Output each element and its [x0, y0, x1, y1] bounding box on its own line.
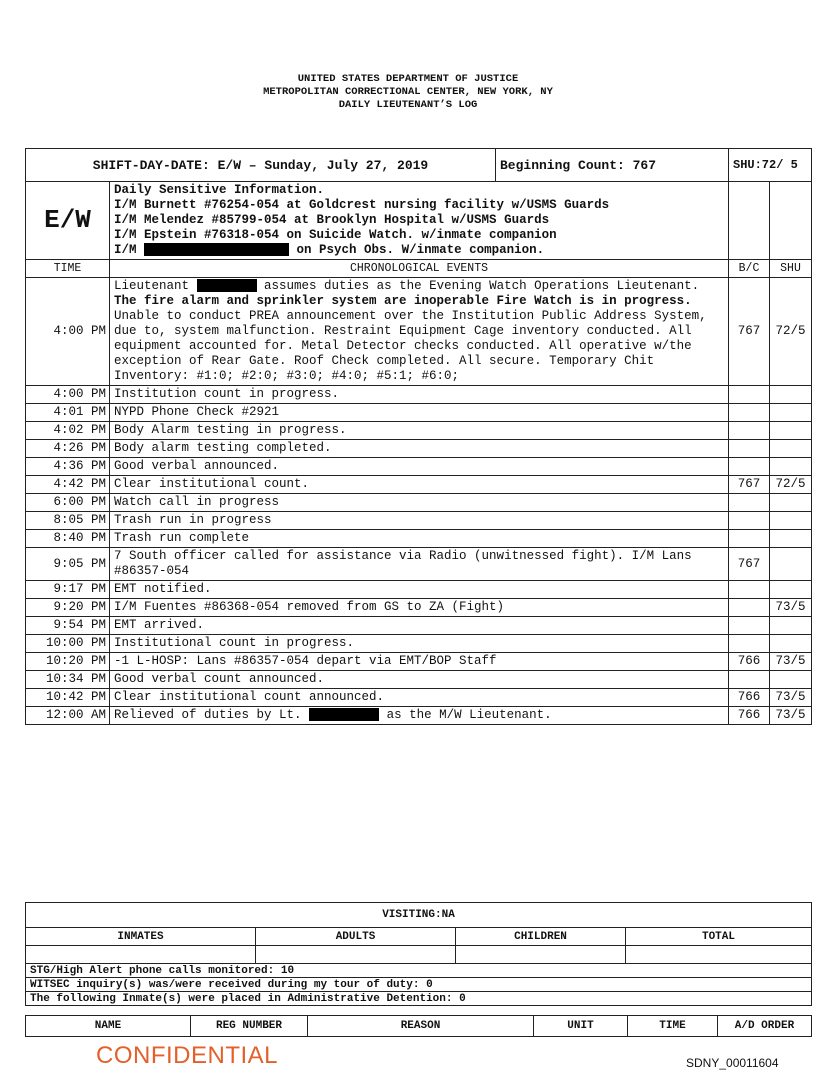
entry-bc	[729, 440, 770, 458]
shift-row	[26, 149, 812, 182]
log-entry	[26, 512, 812, 530]
entry-event: EMT notified.	[110, 581, 729, 599]
header-facility: METROPOLITAN CORRECTIONAL CENTER, NEW YORK, NY	[263, 86, 553, 98]
entry-time: 4:00 PM	[26, 386, 110, 404]
detention-unit-header: UNIT	[534, 1016, 628, 1037]
entry-time: 4:36 PM	[26, 458, 110, 476]
log-entry	[26, 671, 812, 689]
entry-time: 6:00 PM	[26, 494, 110, 512]
log-entry	[26, 530, 812, 548]
entry-event: Relieved of duties by Lt. as the M/W Lieutenant.	[110, 707, 729, 725]
log-entry	[26, 476, 812, 494]
log-entry	[26, 440, 812, 458]
entry-shu	[770, 422, 812, 440]
visiting-children-header: CHILDREN	[456, 928, 626, 946]
entry-shu	[770, 671, 812, 689]
col-time: TIME	[26, 260, 110, 278]
entry-shu	[770, 581, 812, 599]
entry-shu	[770, 386, 812, 404]
entry-bc: 766	[729, 653, 770, 671]
entry-event: 7 South officer called for assistance via Radio (unwitnessed fight). I/M Lans #86357-054	[110, 548, 729, 581]
entry-shu	[770, 548, 812, 581]
entry-shu: 73/5	[770, 707, 812, 725]
entry-time: 8:05 PM	[26, 512, 110, 530]
sensitive-line: Daily Sensitive Information.	[114, 183, 325, 197]
entry-event: Institutional count in progress.	[110, 635, 729, 653]
visiting-inmates-header: INMATES	[26, 928, 256, 946]
entry-bc: 766	[729, 689, 770, 707]
entry-bc	[729, 581, 770, 599]
shu-count: SHU:72/ 5	[729, 149, 812, 182]
entry-bc	[729, 599, 770, 617]
log-entry	[26, 599, 812, 617]
entry-event: EMT arrived.	[110, 617, 729, 635]
witsec-note: WITSEC inquiry(s) was/were received during my tour of duty: 0	[26, 978, 812, 992]
entry-time: 4:26 PM	[26, 440, 110, 458]
redaction-bar	[197, 279, 257, 292]
entry-shu: 72/5	[770, 476, 812, 494]
detention-time-header: TIME	[628, 1016, 718, 1037]
entry-time: 9:17 PM	[26, 581, 110, 599]
entry-time: 12:00 AM	[26, 707, 110, 725]
entry-time: 4:42 PM	[26, 476, 110, 494]
log-entry	[26, 707, 812, 725]
entry-shu	[770, 530, 812, 548]
entry-bc: 767	[729, 548, 770, 581]
entry-shu	[770, 512, 812, 530]
visiting-adults-header: ADULTS	[256, 928, 456, 946]
entry-event: Institution count in progress.	[110, 386, 729, 404]
bates-number: SDNY_00011604	[686, 1056, 779, 1070]
detention-order-header: A/D ORDER	[718, 1016, 812, 1037]
log-entry	[26, 494, 812, 512]
entry-time: 10:20 PM	[26, 653, 110, 671]
entry-time: 10:42 PM	[26, 689, 110, 707]
entry-time: 9:54 PM	[26, 617, 110, 635]
col-bc: B/C	[729, 260, 770, 278]
log-entry	[26, 278, 812, 386]
entry-shu	[770, 494, 812, 512]
document-header	[0, 73, 816, 112]
entry-event: Lieutenant assumes duties as the Evening Watch Operations Lieutenant. The fire alarm and sprinkler system are inoperable Fire Watch is in progress. Unable to conduct PREA announcement over the Institution Public Address System, due to, system malfunction. Restraint Equipment Cage inventory conducted. All equipment accounted for. Metal Detector checks conducted. All operative w/the exception of Rear Gate. Roof Check completed. All secure. Temporary Chit Inventory: #1:0; #2:0; #3:0; #4:0; #5:1; #6:0;	[110, 278, 729, 386]
entry-event: Good verbal count announced.	[110, 671, 729, 689]
entry-bc	[729, 404, 770, 422]
entry-event: Trash run in progress	[110, 512, 729, 530]
log-entry	[26, 689, 812, 707]
detention-reason-header: REASON	[308, 1016, 534, 1037]
log-entry	[26, 653, 812, 671]
entry-bc	[729, 671, 770, 689]
visiting-cell	[26, 946, 256, 964]
sensitive-info-row	[26, 182, 812, 260]
entry-bc	[729, 530, 770, 548]
entry-time: 4:01 PM	[26, 404, 110, 422]
entry-shu	[770, 440, 812, 458]
visiting-cell	[456, 946, 626, 964]
col-events: CHRONOLOGICAL EVENTS	[110, 260, 729, 278]
log-entry	[26, 635, 812, 653]
sensitive-line: I/M Epstein #76318-054 on Suicide Watch. w/inmate companion	[114, 228, 557, 242]
detention-reg-header: REG NUMBER	[191, 1016, 308, 1037]
entry-event: Body Alarm testing in progress.	[110, 422, 729, 440]
entry-event: Good verbal announced.	[110, 458, 729, 476]
lieutenant-log-table	[25, 148, 812, 725]
entry-event: Body alarm testing completed.	[110, 440, 729, 458]
column-header-row	[26, 260, 812, 278]
admin-detention-note: The following Inmate(s) were placed in Administrative Detention: 0	[26, 992, 812, 1006]
entry-time: 10:00 PM	[26, 635, 110, 653]
entry-time: 8:40 PM	[26, 530, 110, 548]
visiting-title: VISITING:NA	[26, 903, 812, 928]
entry-event: Clear institutional count.	[110, 476, 729, 494]
entry-shu	[770, 617, 812, 635]
col-shu: SHU	[770, 260, 812, 278]
entry-time: 4:02 PM	[26, 422, 110, 440]
entry-event: Clear institutional count announced.	[110, 689, 729, 707]
entry-bc: 767	[729, 278, 770, 386]
redaction-bar	[144, 243, 289, 256]
entry-event: Watch call in progress	[110, 494, 729, 512]
visiting-table	[25, 902, 812, 1006]
entry-bc	[729, 494, 770, 512]
entry-time: 10:34 PM	[26, 671, 110, 689]
watch-label: E/W	[26, 182, 110, 260]
log-entry	[26, 386, 812, 404]
redaction-bar	[309, 708, 379, 721]
entry-shu: 73/5	[770, 689, 812, 707]
sensitive-line: I/M Burnett #76254-054 at Goldcrest nursing facility w/USMS Guards	[114, 198, 610, 212]
entry-bc	[729, 512, 770, 530]
visiting-cell	[626, 946, 812, 964]
log-entry	[26, 548, 812, 581]
entry-bc	[729, 386, 770, 404]
visiting-cell	[256, 946, 456, 964]
entry-event: NYPD Phone Check #2921	[110, 404, 729, 422]
entry-shu	[770, 635, 812, 653]
stg-calls-note: STG/High Alert phone calls monitored: 10	[26, 964, 812, 978]
entry-shu	[770, 404, 812, 422]
sensitive-line-redacted: I/M on Psych Obs. W/inmate companion.	[114, 243, 545, 257]
entry-bc: 767	[729, 476, 770, 494]
log-entries	[26, 386, 812, 707]
entry-shu	[770, 458, 812, 476]
header-log-title: DAILY LIEUTENANT’S LOG	[338, 99, 478, 111]
entry-shu: 73/5	[770, 653, 812, 671]
entry-event: I/M Fuentes #86368-054 removed from GS to ZA (Fight)	[110, 599, 729, 617]
entry-time: 4:00 PM	[26, 278, 110, 386]
shift-day-date: SHIFT-DAY-DATE: E/W – Sunday, July 27, 2019	[26, 149, 496, 182]
confidential-stamp: CONFIDENTIAL	[96, 1042, 279, 1069]
entry-time: 9:20 PM	[26, 599, 110, 617]
entry-bc	[729, 458, 770, 476]
entry-bc	[729, 422, 770, 440]
entry-shu: 72/5	[770, 278, 812, 386]
beginning-count: Beginning Count: 767	[496, 149, 729, 182]
detention-table	[25, 1015, 812, 1037]
entry-time: 9:05 PM	[26, 548, 110, 581]
visiting-total-header: TOTAL	[626, 928, 812, 946]
entry-event: -1 L-HOSP: Lans #86357-054 depart via EMT/BOP Staff	[110, 653, 729, 671]
entry-bc	[729, 635, 770, 653]
log-entry	[26, 404, 812, 422]
log-entry	[26, 617, 812, 635]
log-entry	[26, 581, 812, 599]
entry-event: Trash run complete	[110, 530, 729, 548]
log-entry	[26, 458, 812, 476]
entry-bc: 766	[729, 707, 770, 725]
sensitive-info	[110, 182, 729, 260]
detention-name-header: NAME	[26, 1016, 191, 1037]
entry-shu: 73/5	[770, 599, 812, 617]
entry-bc	[729, 617, 770, 635]
header-agency: UNITED STATES DEPARTMENT OF JUSTICE	[297, 73, 519, 85]
log-entry	[26, 422, 812, 440]
sensitive-line: I/M Melendez #85799-054 at Brooklyn Hospital w/USMS Guards	[114, 213, 550, 227]
